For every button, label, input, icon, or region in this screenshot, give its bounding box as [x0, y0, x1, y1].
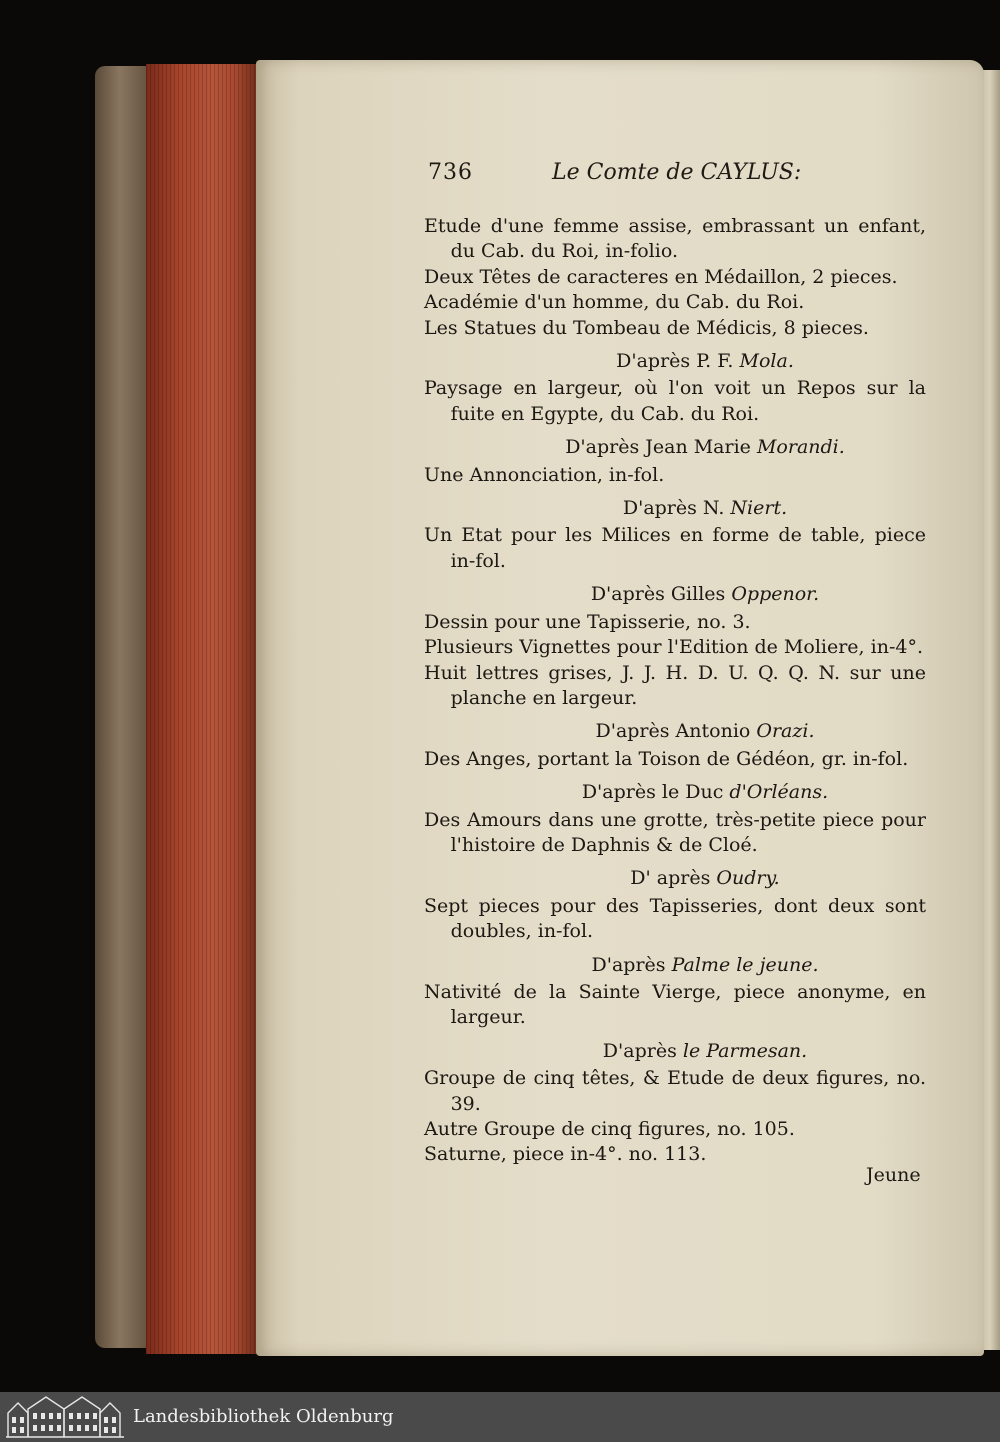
artist-heading: [424, 435, 926, 460]
catalogue-entry: Etude d'une femme assise, embrassant un enfant, du Cab. du Roi, in-folio.: [424, 215, 926, 263]
running-title: Le Comte de CAYLUS:: [552, 160, 802, 185]
catalogue-entry: Deux Têtes de caracteres en Médaillon, 2 pieces.: [424, 265, 898, 288]
gutter-shadow: [236, 64, 258, 1354]
artist-name: le Parmesan.: [682, 1039, 808, 1062]
catalogue-entry: Huit lettres grises, J. J. H. D. U. Q. Q. N. sur une planche en largeur.: [424, 661, 926, 709]
artist-heading: [424, 866, 926, 891]
artist-heading: [424, 780, 926, 805]
catalogue-entry: Paysage en largeur, où l'on voit un Repos sur la fuite en Egypte, du Cab. du Roi.: [424, 377, 926, 425]
artist-heading-prefix: D'après Gilles: [590, 583, 726, 606]
artist-name: Morandi.: [756, 436, 845, 459]
catalogue-entry: Saturne, piece in-4°. no. 113.: [424, 1143, 707, 1166]
catalogue-entry: Groupe de cinq têtes, & Etude de deux figures, no. 39.: [424, 1067, 926, 1115]
artist-name: Mola.: [739, 350, 794, 373]
artist-name: Orazi.: [756, 720, 815, 743]
library-building-icon: [6, 1395, 124, 1439]
library-name: Landesbibliothek Oldenburg: [133, 1406, 394, 1427]
artist-name: Oppenor.: [731, 583, 820, 606]
artist-heading-prefix: D'après N.: [622, 497, 725, 520]
catalogue-entry: Académie d'un homme, du Cab. du Roi.: [424, 291, 805, 314]
artist-heading-prefix: D'après Antonio: [595, 720, 751, 743]
artist-heading: [424, 1039, 926, 1064]
catalogue-entry: Des Amours dans une grotte, très-petite piece pour l'histoire de Daphnis & de Cloé.: [424, 808, 926, 856]
artist-heading-prefix: D'après P. F.: [616, 350, 734, 373]
artist-name: Palme le jeune.: [671, 953, 819, 976]
catalogue-entry: Autre Groupe de cinq figures, no. 105.: [424, 1118, 795, 1140]
artist-heading-prefix: D'après Jean Marie: [565, 436, 751, 459]
artist-heading-prefix: D'après: [591, 953, 666, 976]
running-head: [428, 156, 828, 196]
catalogue-entry: Sept pieces pour des Tapisseries, dont deux sont doubles, in-fol.: [424, 894, 926, 943]
artist-heading: [424, 496, 926, 521]
catalogue-entry: Dessin pour une Tapisserie, no. 3.: [424, 610, 751, 633]
catalogue-entry: Des Anges, portant la Toison de Gédéon, gr. in-fol.: [424, 747, 909, 770]
artist-name: d'Orléans.: [729, 781, 829, 804]
catalogue-entry: Plusieurs Vignettes pour l'Edition de Moliere, in-4°.: [424, 636, 923, 659]
catalogue-entry: Nativité de la Sainte Vierge, piece anonyme, en largeur.: [424, 980, 926, 1029]
artist-heading-prefix: D'après le Duc: [581, 781, 724, 804]
artist-heading-prefix: D'après: [602, 1039, 677, 1062]
artist-name: Niert.: [730, 497, 788, 520]
footer-bar: [0, 1392, 1000, 1442]
catalogue-entry: Les Statues du Tombeau de Médicis, 8 pieces.: [424, 316, 869, 339]
page-number: 736: [428, 160, 473, 185]
catalogue-entry: Une Annonciation, in-fol.: [424, 463, 665, 486]
catalogue-text: [424, 214, 926, 1168]
catchword: Jeune: [866, 1164, 921, 1186]
artist-heading: [424, 349, 926, 374]
artist-heading-prefix: D' après: [630, 867, 711, 890]
artist-heading: [424, 719, 926, 744]
artist-heading: [424, 582, 926, 607]
artist-name: Oudry.: [716, 867, 780, 890]
catalogue-entry: Un Etat pour les Milices en forme de table, piece in-fol.: [424, 524, 926, 572]
artist-heading: [424, 953, 926, 978]
